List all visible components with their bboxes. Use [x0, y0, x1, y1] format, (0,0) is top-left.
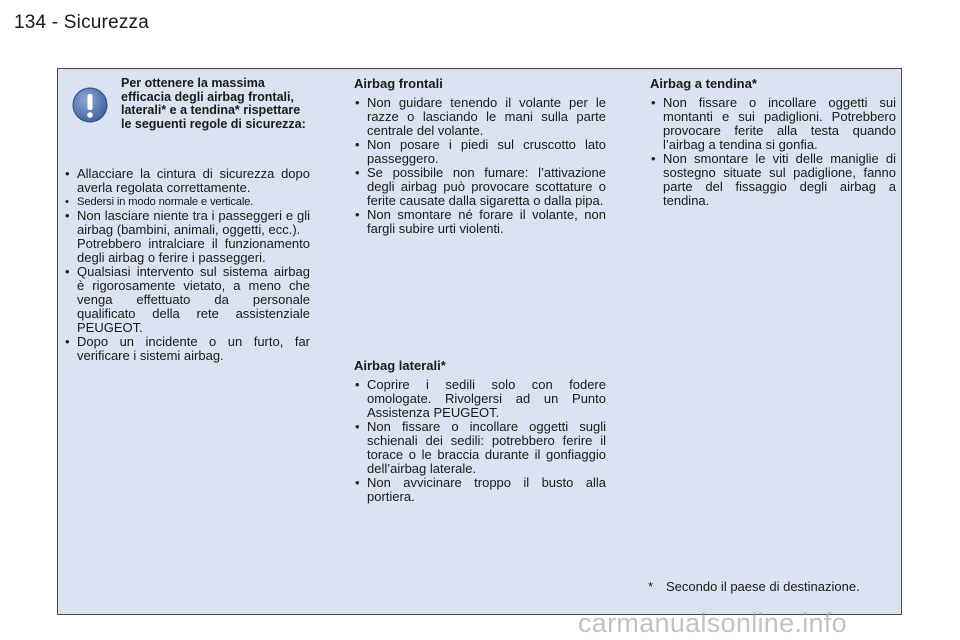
lateral-airbag-list [354, 378, 606, 504]
list-item: • Allacciare la cintura di sicurezza dopo averla regolata correttamente. [64, 167, 310, 195]
footnote [648, 579, 860, 594]
list-item: • Sedersi in modo normale e verticale. [64, 195, 310, 209]
safety-panel [57, 68, 902, 615]
warning-block [64, 77, 310, 167]
list-item: • Non posare i piedi sul cruscotto lato passeggero. [354, 138, 606, 166]
watermark: carmanualsonline.info [578, 608, 847, 638]
curtain-airbag-list [650, 96, 896, 208]
frontal-airbag-section [354, 77, 606, 236]
general-rules-column [64, 77, 310, 363]
curtain-airbag-section [650, 77, 896, 208]
list-item: • Non lasciare niente tra i passeggeri e gli airbag (bambini, animali, oggetti, ecc.). [64, 209, 310, 237]
list-item: • Se possibile non fumare: l’attivazione degli airbag può provocare scottature o ferite causate dalla sigaretta o dalla pipa. [354, 166, 606, 208]
list-item: • Coprire i sedili solo con fodere omologate. Rivolgersi ad un Punto Assistenza PEUGEOT. [354, 378, 606, 420]
exclamation-icon [72, 87, 108, 123]
footnote-text: Secondo il paese di destinazione. [666, 579, 860, 594]
intro-text: Per ottenere la massima efficacia degli airbag frontali, laterali* e a tendina* rispettare le seguenti regole di sicurezza: [121, 76, 306, 131]
list-item: • Non smontare né forare il volante, non fargli subire urti violenti. [354, 208, 606, 236]
section-heading: Airbag frontali [354, 76, 443, 91]
general-rules-list [64, 167, 310, 363]
section-heading: Airbag a tendina* [650, 76, 757, 91]
list-item: • Qualsiasi intervento sul sistema airbag è rigorosamente vietato, a meno che venga effettuato da personale qualificato della rete assistenziale PEUGEOT. [64, 265, 310, 335]
frontal-airbag-list [354, 96, 606, 236]
list-item-continuation: Potrebbero intralciare il funzionamento degli airbag o ferire i passeggeri. [77, 236, 310, 265]
list-item: • Non guidare tenendo il volante per le razze o lasciando le mani sulla parte centrale del volante. [354, 96, 606, 138]
lateral-airbag-section [354, 359, 606, 504]
list-item: • Non fissare o incollare oggetti sui montanti e sui padiglioni. Potrebbero provocare ferite alla testa quando l’airbag a tendina si gonfia. [650, 96, 896, 152]
list-item: • Non avvicinare troppo il busto alla portiera. [354, 476, 606, 504]
list-item: • Dopo un incidente o un furto, far verificare i sistemi airbag. [64, 335, 310, 363]
list-item: • Non smontare le viti delle maniglie di sostegno situate sul padiglione, fanno parte del fissaggio degli airbag a tendina. [650, 152, 896, 208]
list-item: • Non fissare o incollare oggetti sugli schienali dei sedili: potrebbero ferire il torace o le braccia durante il gonfiaggio dell’airbag laterale. [354, 420, 606, 476]
page-title: 134 - Sicurezza [14, 12, 150, 33]
section-heading: Airbag laterali* [354, 358, 446, 373]
footnote-mark: * [648, 579, 654, 594]
